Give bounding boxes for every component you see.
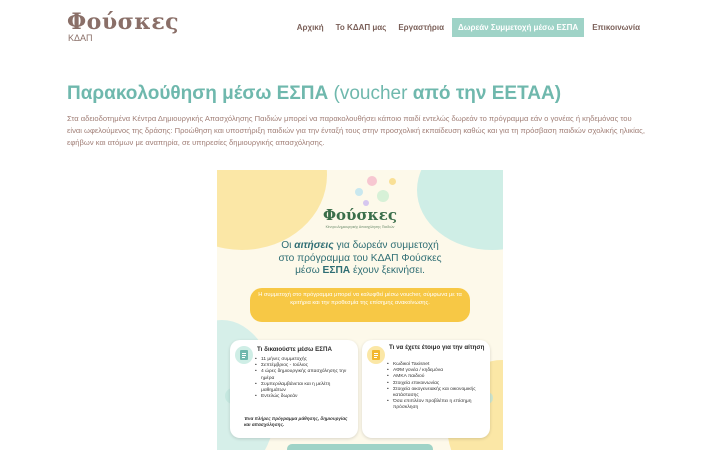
list-item: • Στοιχεία οικογενειακής και οικονομικής κατάστασης: [386, 387, 486, 399]
requirements-card: [362, 340, 490, 438]
headline-espa: ΕΣΠΑ: [322, 265, 351, 277]
poster-bottom-bar: [287, 444, 433, 450]
list-item: • Συμπεριλαμβάνεται και η μελέτη μαθημάτων: [254, 382, 354, 394]
list-item: • Κωδικοί Taxisnet: [386, 362, 486, 368]
benefits-footnote: Ένα πλήρες πρόγραμμα μάθησης, δημιουργίας και απασχόλησης.: [244, 416, 348, 427]
headline-text: έχουν ξεκινήσει.: [350, 265, 425, 277]
espa-poster-image: [217, 170, 503, 450]
headline-text: μέσω: [295, 265, 323, 277]
headline-text: για δωρεάν συμμετοχή: [333, 240, 439, 251]
title-eetaa: από την ΕΕΤΑΑ): [412, 83, 562, 104]
site-header: [0, 0, 720, 50]
nav-workshops[interactable]: Εργαστήρια: [398, 23, 444, 32]
bubble: [355, 188, 363, 196]
headline-line-2: στο πρόγραμμα του ΚΔΑΠ Φούσκες: [278, 252, 442, 264]
page-title: [67, 83, 561, 105]
voucher-info-text: Η συμμετοχή στο πρόγραμμα μπορεί να καλυφθεί μέσω voucher, σύμφωνα με τα κριτήρια και την προθεσμία της επίσημης ανακοίνωσης.: [258, 292, 462, 306]
list-item: • 4 ώρες δημιουργικής απασχόλησης την ημέρα: [254, 369, 354, 381]
benefits-card: [230, 340, 358, 438]
intro-text: [67, 113, 647, 149]
list-item: • 11 μήνες συμμετοχής: [254, 357, 354, 363]
title-main: Παρακολούθηση μέσω ΕΣΠΑ: [67, 83, 329, 104]
bubble: [367, 176, 377, 186]
requirements-list: [386, 362, 486, 412]
document-icon: [367, 346, 385, 364]
nav-contact[interactable]: Επικοινωνία: [592, 23, 640, 32]
poster-logo: [217, 206, 503, 229]
poster-logo-name: Φούσκες: [322, 206, 398, 224]
bubble: [377, 190, 389, 202]
headline-emphasis: αιτήσεις: [294, 240, 334, 251]
nav-home[interactable]: Αρχική: [296, 23, 324, 32]
intro-paragraph-1: Στα αδειοδοτημένα Κέντρα Δημιουργικής Απασχόλησης Παιδιών μπορεί να παρακολουθήσει κάποιο παιδί εντελώς δωρεάν το πρόγραμμα εάν ο γονέας ή κηδεμόνας του είναι ωφελούμενος της δράσης: Προώθηση και υποστήριξη παιδιών για την ένταξή τους στην προσχολική εκπαίδευση καθώς και για τη πρόσβαση παιδιών σχολικής ηλικίας,: [67, 114, 645, 135]
voucher-info-box: [250, 288, 470, 322]
logo-subtitle: ΚΔΑΠ: [68, 33, 93, 43]
benefits-title: Τι δικαιούστε μέσω ΕΣΠΑ: [257, 346, 332, 353]
main-nav: [289, 18, 644, 37]
benefits-list: [254, 357, 354, 400]
list-item: • ΑΦΜ γονέα / κηδεμόνα: [386, 368, 486, 374]
nav-about[interactable]: Το ΚΔΑΠ μας: [335, 23, 387, 32]
site-logo[interactable]: [67, 10, 179, 43]
intro-paragraph-2: εφήβων και ατόμων με αναπηρία, σε υπηρεσίες δημιουργικής απασχόλησης.: [67, 138, 325, 147]
list-item: • Σεπτέμβριος - Ιούλιος: [254, 363, 354, 369]
title-voucher: (voucher: [328, 83, 413, 104]
headline-text: Οι: [281, 240, 295, 251]
list-item: • Όσα επιπλέον προβλέπει η επίσημη πρόσκληση: [386, 399, 486, 411]
poster-headline: [237, 240, 483, 278]
list-item: • Εντελώς δωρεάν: [254, 394, 354, 400]
checklist-icon: [235, 346, 253, 364]
nav-espa-participation[interactable]: Δωρεάν Συμμετοχή μέσω ΕΣΠΑ: [452, 18, 584, 37]
list-item: • Στοιχεία επικοινωνίας: [386, 381, 486, 387]
list-item: • ΑΜΚΑ παιδιού: [386, 374, 486, 380]
logo-name: Φούσκες: [67, 9, 180, 35]
poster-logo-tagline: Κέντρο Δημιουργικής Απασχόλησης Παιδιών: [325, 225, 395, 229]
requirements-title: Τι να έχετε έτοιμο για την αίτηση: [389, 344, 485, 351]
bubble: [389, 178, 396, 185]
